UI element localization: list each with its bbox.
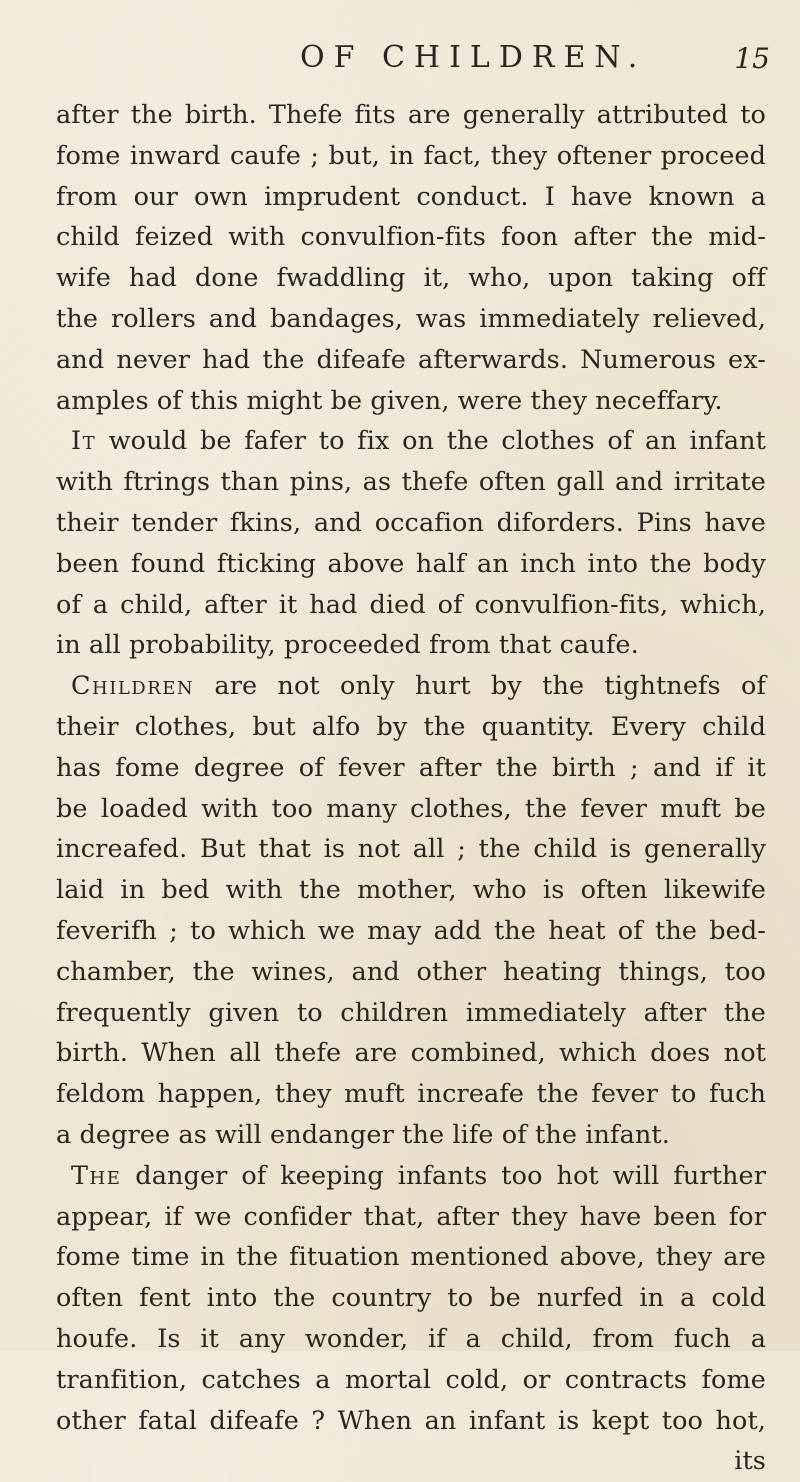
catchword: its — [734, 1446, 766, 1477]
text-line: be loaded with too many clothes, the fever muft be — [56, 793, 766, 824]
text-line: appear, if we confider that, after they have been for — [56, 1201, 766, 1232]
text-line: frequently given to children immediately after the — [56, 997, 766, 1028]
text-line: and never had the difeafe afterwards. Numerous ex- — [56, 344, 766, 375]
paragraph-start-text: would be fafer to fix on the clothes of an infant — [96, 426, 766, 457]
text-line: fome inward caufe ; but, in fact, they oftener proceed — [56, 140, 766, 171]
text-line: tranfition, catches a mortal cold, or contracts fome — [56, 1364, 766, 1395]
paragraph-lead-word: The — [71, 1160, 122, 1191]
text-line: feldom happen, they muft increafe the fever to fuch — [56, 1079, 766, 1110]
paragraph-start-line — [56, 666, 766, 707]
paragraph-start-text: are not only hurt by the tightnefs of — [194, 671, 766, 702]
text-line: a degree as will endanger the life of the infant. — [56, 1119, 670, 1150]
paragraph-start-line — [56, 421, 766, 462]
paragraph-lead-word: It — [71, 426, 97, 457]
text-line: after the birth. Thefe fits are generally attributed to — [56, 100, 766, 130]
paragraph-lead-word: Children — [71, 671, 195, 702]
text-line: laid in bed with the mother, who is often likewife — [56, 875, 766, 906]
running-head: OF CHILDREN. — [300, 40, 647, 75]
text-line: has fome degree of fever after the birth ; and if it — [56, 752, 766, 783]
text-line: fome time in the fituation mentioned above, they are — [56, 1242, 766, 1273]
paragraph-start-text: danger of keeping infants too hot will further — [121, 1160, 766, 1191]
text-line: increafed. But that is not all ; the child is generally — [56, 834, 766, 865]
text-line: chamber, the wines, and other heating things, too — [56, 956, 766, 987]
text-line: other fatal difeafe ? When an infant is kept too hot, — [56, 1405, 766, 1436]
text-line: often fent into the country to be nurfed in a cold — [56, 1283, 766, 1314]
page-number: 15 — [734, 42, 770, 75]
text-line: the rollers and bandages, was immediately relieved, — [56, 303, 766, 334]
text-line: birth. When all thefe are combined, which does not — [56, 1038, 766, 1069]
text-line: been found fticking above half an inch into the body — [56, 548, 766, 579]
text-line: wife had done fwaddling it, who, upon taking off — [56, 263, 766, 294]
text-line: with ftrings than pins, as thefe often gall and irritate — [56, 467, 766, 498]
text-line: from our own imprudent conduct. I have known a — [56, 181, 766, 212]
text-line: child feized with convulfion-fits foon after the mid- — [56, 222, 766, 253]
text-line: feverifh ; to which we may add the heat of the bed- — [56, 915, 766, 946]
paragraph-start-line — [56, 1156, 766, 1197]
text-line: their tender fkins, and occafion diforders. Pins have — [56, 507, 766, 538]
text-line: of a child, after it had died of convulfion-fits, which, — [56, 589, 766, 620]
text-line: their clothes, but alfo by the quantity. Every child — [56, 711, 766, 742]
text-line: amples of this might be given, were they neceffary. — [56, 385, 723, 416]
page-header — [300, 40, 770, 90]
body-text — [56, 95, 766, 1482]
text-line: in all probability, proceeded from that caufe. — [56, 630, 639, 661]
text-line: houfe. Is it any wonder, if a child, from fuch a — [56, 1323, 766, 1354]
